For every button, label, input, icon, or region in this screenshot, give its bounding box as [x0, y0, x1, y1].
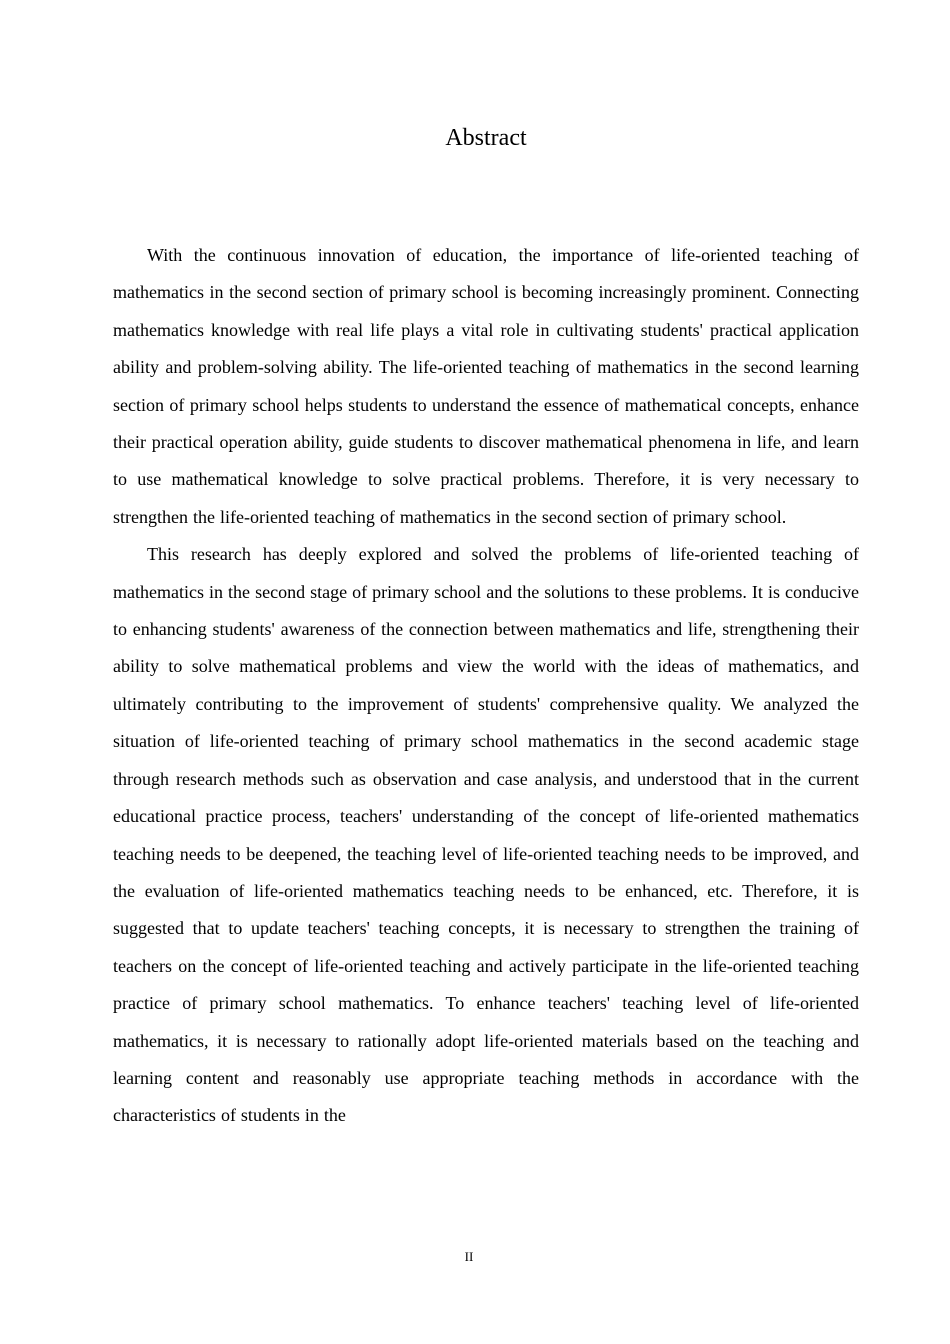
- paragraph-1: With the continuous innovation of education, the importance of life-oriented teaching of mathematics in the second section of primary school is becoming increasingly prominent. Connecting mathematics knowledge with real life plays a vital role in cultivating students' practical application ability and problem-solving ability. The life-oriented teaching of mathematics in the second learning section of primary school helps students to understand the essence of mathematical concepts, enhance their practical operation ability, guide students to discover mathematical phenomena in life, and learn to use mathematical knowledge to solve practical problems. Therefore, it is very necessary to strengthen the life-oriented teaching of mathematics in the second section of primary school.: [113, 245, 859, 527]
- abstract-body: [113, 237, 859, 1135]
- paragraph-2: This research has deeply explored and solved the problems of life-oriented teaching of mathematics in the second stage of primary school and the solutions to these problems. It is conducive to enhancing students' awareness of the connection between mathematics and life, strengthening their ability to solve mathematical problems and view the world with the ideas of mathematics, and ultimately contributing to the improvement of students' comprehensive quality. We analyzed the situation of life-oriented teaching of primary school mathematics in the second academic stage through research methods such as observation and case analysis, and understood that in the current educational practice process, teachers' understanding of the concept of life-oriented mathematics teaching needs to be deepened, the teaching level of life-oriented teaching needs to be improved, and the evaluation of life-oriented mathematics teaching needs to be enhanced, etc. Therefore, it is suggested that to update teachers' teaching concepts, it is necessary to strengthen the training of teachers on the concept of life-oriented teaching and actively participate in the life-oriented teaching practice of primary school mathematics. To enhance teachers' teaching level of life-oriented mathematics, it is necessary to rationally adopt life-oriented materials based on the teaching and learning content and reasonably use appropriate teaching methods in accordance with the characteristics of students in the: [113, 544, 859, 1126]
- page-title: Abstract: [445, 125, 527, 151]
- page-number: II: [464, 1249, 474, 1264]
